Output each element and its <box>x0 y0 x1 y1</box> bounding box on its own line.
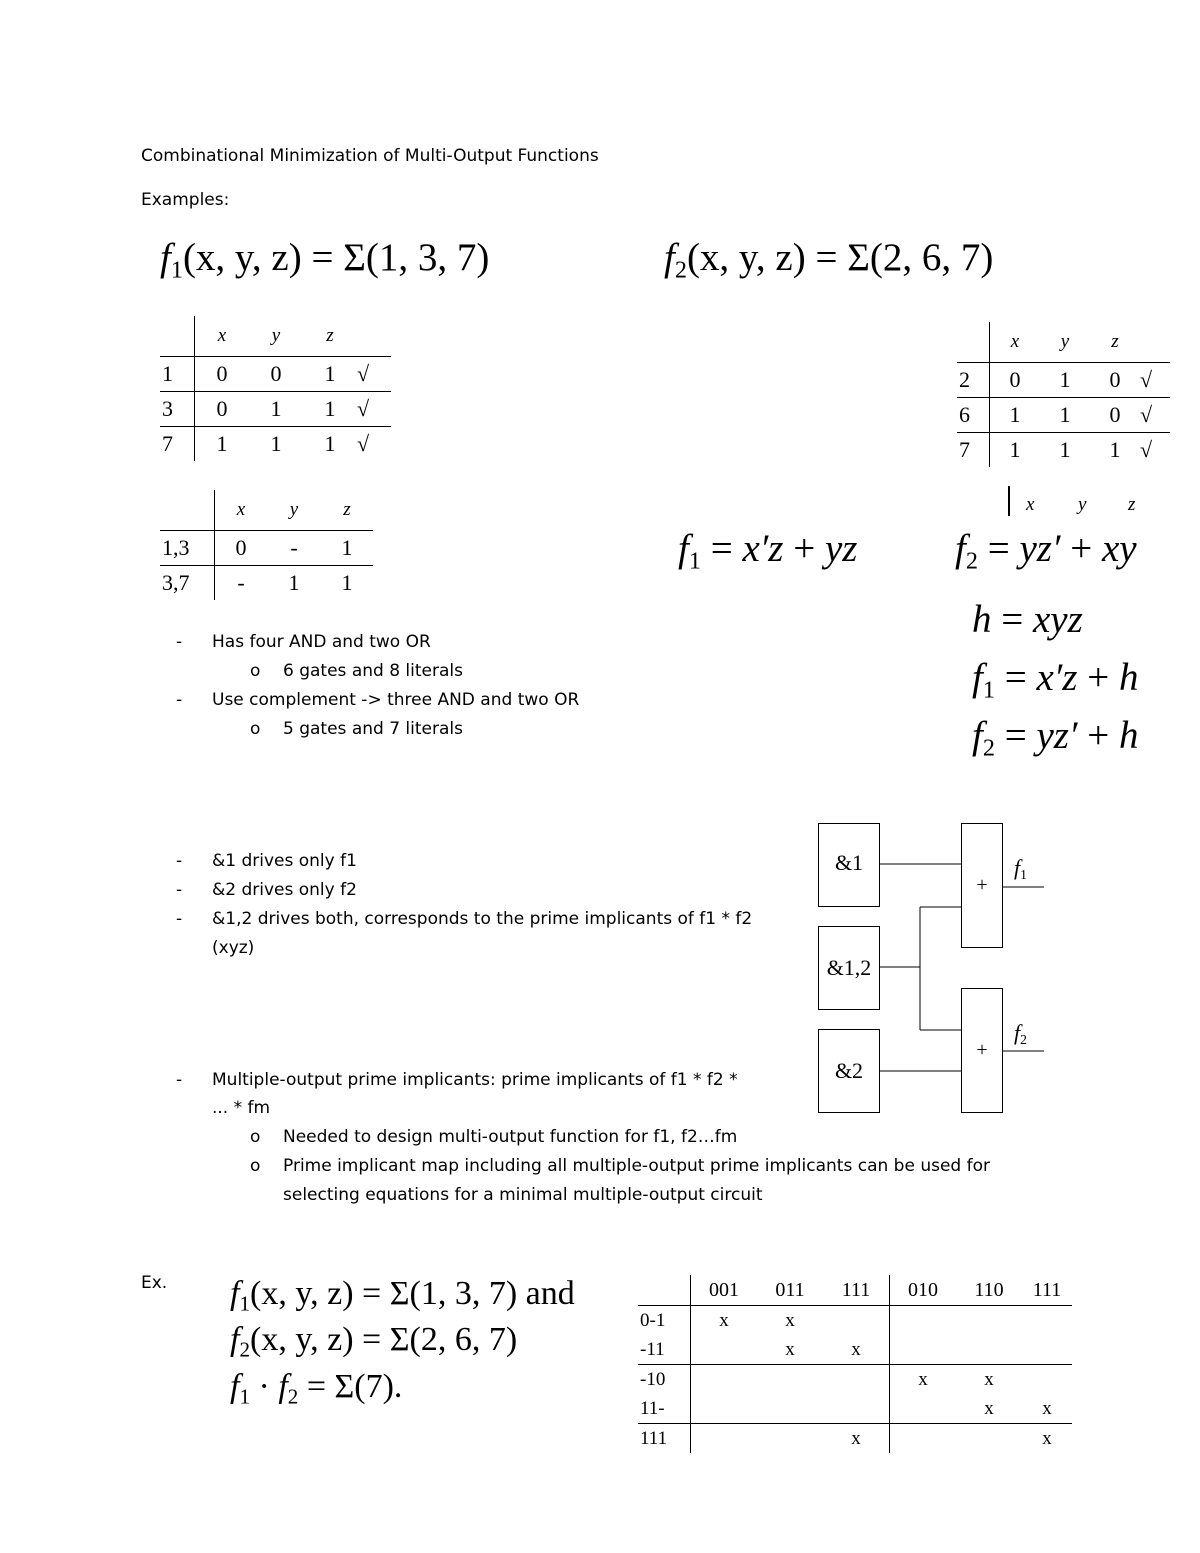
sub-bullet-marker: o <box>250 661 261 681</box>
f2-definition: $f_2(x$, y, z) = Σ(2, 6, 7) <box>664 236 994 284</box>
output-f1-label: $f_1$ <box>1014 855 1027 883</box>
sub-bullet-marker: o <box>250 1127 261 1147</box>
ex-line-f2: $f_2(x$, y, z) = Σ(2, 6, 7) <box>230 1321 518 1362</box>
and-gate-1-2: &1,2 <box>818 926 880 1010</box>
ex-line-product: $f_1 \cdot f_2 = \Sigma(7)$. <box>230 1368 403 1409</box>
prime-implicant-table: 001 011 111 010 110 111 0-1 x x -11 x x -10 x x 11- x x 111 x x <box>638 1275 1072 1453</box>
table4-header-y: y <box>1078 494 1087 515</box>
bullet-text: Use complement -> three AND and two OR <box>212 690 580 710</box>
or-gate-f2: + <box>961 988 1003 1113</box>
ex-line-f1: $f_1(x$, y, z) = Σ(1, 3, 7) and <box>230 1275 575 1316</box>
table-row: -10 x x <box>638 1365 1072 1395</box>
bullet-text: &2 drives only f2 <box>212 880 357 900</box>
bullet-text-continued: (xyz) <box>212 938 255 958</box>
bullet-dash: - <box>176 1070 183 1090</box>
table-row: 0-1 x x <box>638 1306 1072 1336</box>
equation-h: h = xyz <box>972 598 1083 641</box>
table4-header-x: x <box>1026 494 1035 515</box>
bullet-dash: - <box>176 851 183 871</box>
equation-f2-h: $f_2 = yz' + h$ <box>972 714 1139 762</box>
table-row: -11 x x <box>638 1335 1072 1365</box>
sub-bullet-text: Needed to design multi-output function for f1, f2…fm <box>283 1127 738 1147</box>
ex-label: Ex. <box>141 1273 168 1293</box>
page-title: Combinational Minimization of Multi-Output Functions <box>141 146 599 166</box>
bullet-dash: - <box>176 632 183 652</box>
sub-bullet-marker: o <box>250 1156 261 1176</box>
or-gate-f1: + <box>961 823 1003 948</box>
equation-f1: $f_1 = x'z$ + yz <box>678 527 858 575</box>
and-gate-1: &1 <box>818 823 880 907</box>
table4-divider <box>1008 486 1010 516</box>
bullet-text: &1,2 drives both, corresponds to the prime implicants of f1 * f2 <box>212 909 753 929</box>
minterm-table-f2: x y z 2 0 1 0 √ 6 1 1 0 √ 7 1 1 1 √ <box>957 322 1170 467</box>
output-f2-label: $f_2$ <box>1014 1020 1027 1048</box>
minterm-table-f1: x y z 1 0 0 1 √ 3 0 1 1 √ 7 1 1 1 √ <box>160 316 391 461</box>
bullet-dash: - <box>176 880 183 900</box>
bullet-dash: - <box>176 909 183 929</box>
sub-bullet-text: 6 gates and 8 literals <box>283 661 463 681</box>
examples-label: Examples: <box>141 190 230 210</box>
bullet-text: Has four AND and two OR <box>212 632 431 652</box>
bullet-text: Multiple-output prime implicants: prime implicants of f1 * f2 * <box>212 1070 738 1090</box>
and-gate-2: &2 <box>818 1029 880 1113</box>
table4-header-z: z <box>1128 494 1136 515</box>
sub-bullet-text-continued: selecting equations for a minimal multiple-output circuit <box>283 1185 763 1205</box>
equation-f1-h: $f_1 = x'z + h$ <box>972 656 1139 704</box>
sub-bullet-text: Prime implicant map including all multiple-output prime implicants can be used for <box>283 1156 990 1176</box>
table-row: 111 x x <box>638 1424 1072 1454</box>
f1-definition: $f_1(x$, y, z) = Σ(1, 3, 7) <box>160 236 490 284</box>
sub-bullet-marker: o <box>250 719 261 739</box>
implicant-table-f1: x y z 1,3 0 - 1 3,7 - 1 1 <box>160 490 373 600</box>
sub-bullet-text: 5 gates and 7 literals <box>283 719 463 739</box>
bullet-dash: - <box>176 690 183 710</box>
bullet-text: &1 drives only f1 <box>212 851 357 871</box>
table-row: 11- x x <box>638 1394 1072 1424</box>
equation-f2: $f_2 = yz'$ + xy <box>955 527 1137 575</box>
bullet-text-continued: ... * fm <box>212 1098 271 1118</box>
